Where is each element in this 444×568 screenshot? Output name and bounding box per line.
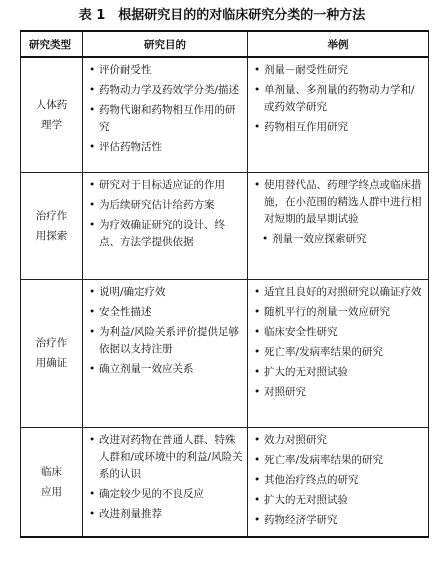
list-item: • 评价耐受性 [89, 62, 243, 79]
list-item: • 其他治疗终点的研究 [254, 472, 424, 489]
list-item: • 改进剂量推荐 [89, 506, 243, 523]
list-item: • 临床安全性研究 [254, 324, 424, 341]
list-item: • 药物动力学及药效学分类/描述 [89, 82, 243, 99]
study-type-cell [21, 427, 83, 537]
table-row [21, 279, 429, 427]
study-type-cell [21, 57, 83, 172]
study-type-cell [21, 279, 83, 427]
table-row [21, 172, 429, 279]
study-type-line: 人体药 [35, 98, 68, 111]
list-item: • 药物代谢和药物相互作用的研究 [89, 102, 243, 136]
list-item: • 说明/确定疗效 [89, 284, 243, 301]
objective-cell [83, 279, 248, 427]
study-type-line: 应用 [41, 485, 62, 498]
examples-cell [248, 57, 429, 172]
header-objective: 研究目的 [83, 31, 248, 57]
list-item: • 使用替代品、药理学终点或临床措施，在小范围的精选人群中进行相对短期的最早期试验 [254, 177, 424, 228]
list-item: • 单剂量、多剂量的药物动力学和/或药效学研究 [254, 82, 424, 116]
classification-table [20, 30, 429, 538]
table-row [21, 427, 429, 537]
list-item: • 评估药物活性 [89, 139, 243, 156]
table-row [21, 57, 429, 172]
list-item: • 安全性描述 [89, 304, 243, 321]
list-item: • 扩大的无对照试验 [254, 492, 424, 509]
list-item: • 药物经济学研究 [254, 512, 424, 529]
list-item: • 对照研究 [254, 384, 424, 401]
study-type-line: 用探索 [35, 229, 68, 242]
list-item: • 死亡率/发病率结果的研究 [254, 452, 424, 469]
header-type: 研究类型 [21, 31, 83, 57]
list-item: • 研究对于目标适应证的作用 [89, 177, 243, 194]
list-item: • 改进对药物在普通人群、特殊人群和/或环境中的利益/风险关系的认识 [89, 432, 243, 483]
study-type-line: 治疗作 [35, 209, 68, 222]
list-item: • 为疗效确证研究的设计、终点、方法学提供依据 [89, 217, 243, 251]
table-title: 表 1 根据研究目的的对临床研究分类的一种方法 [78, 8, 366, 23]
objective-cell [83, 172, 248, 279]
list-item: • 剂量－耐受性研究 [254, 62, 424, 79]
examples-cell [248, 279, 429, 427]
list-item: • 随机平行的剂量一效应研究 [254, 304, 424, 321]
examples-cell [248, 427, 429, 537]
list-item: • 扩大的无对照试验 [254, 364, 424, 381]
header-row [21, 31, 429, 57]
list-item: • 确定较少见的不良反应 [89, 486, 243, 503]
study-type-line: 用确证 [35, 357, 68, 369]
list-item: • 适宜且良好的对照研究以确证疗效 [254, 284, 424, 301]
list-item: • 药物相互作用研究 [254, 119, 424, 136]
list-item: • 效力对照研究 [254, 432, 424, 449]
list-item: • 剂量一效应探索研究 [262, 231, 424, 248]
examples-cell [248, 172, 429, 279]
objective-cell [83, 57, 248, 172]
list-item: • 为后续研究估计给药方案 [89, 197, 243, 214]
study-type-line: 理学 [41, 118, 62, 131]
study-type-cell [21, 172, 83, 279]
study-type-line: 临床 [41, 465, 62, 478]
list-item: • 为利益/风险关系评价提供足够依据以支持注册 [89, 324, 243, 358]
list-item: • 确立剂量一效应关系 [89, 361, 243, 378]
study-type-line: 治疗作 [35, 337, 68, 349]
objective-cell [83, 427, 248, 537]
list-item: • 死亡率/发病率结果的研究 [254, 344, 424, 361]
header-examples: 举例 [248, 31, 429, 57]
